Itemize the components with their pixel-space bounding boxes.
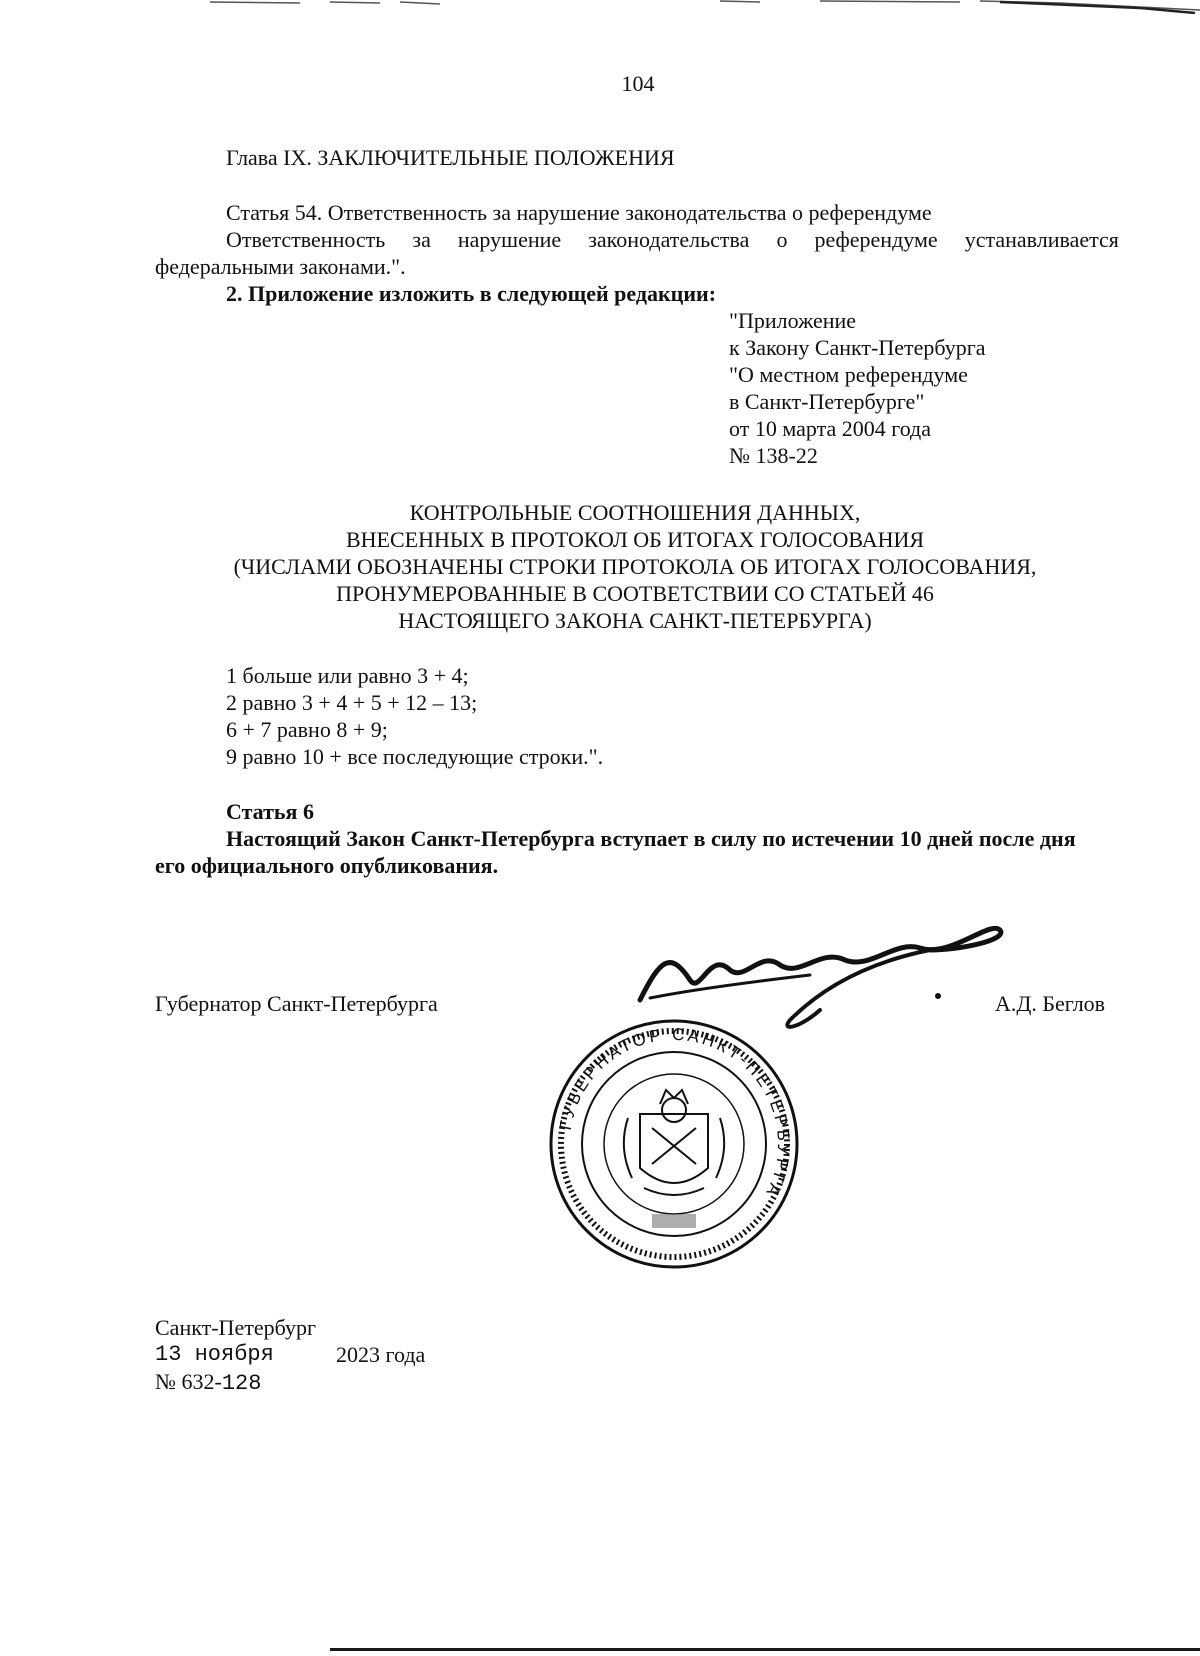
appendix-header-line: № 138-22 — [729, 443, 818, 468]
word: референдуме — [814, 227, 938, 252]
word: за — [412, 227, 431, 252]
word: нарушение — [457, 227, 562, 252]
appendix-header-line: от 10 марта 2004 года — [729, 416, 932, 441]
article-6-title: Статья 6 — [226, 799, 314, 824]
appendix-header-line: к Закону Санкт-Петербурга — [729, 335, 986, 360]
svg-text:ГУБЕРНАТОР САНКТ-ПЕТЕРБУРГА: ГУБЕРНАТОР САНКТ-ПЕТЕРБУРГА — [555, 1024, 794, 1202]
footer-city: Санкт-Петербург — [155, 1315, 316, 1340]
signatory-position: Губернатор Санкт-Петербурга — [155, 991, 438, 1016]
title-line: (ЧИСЛАМИ ОБОЗНАЧЕНЫ СТРОКИ ПРОТОКОЛА ОБ ИТОГАХ ГОЛОСОВАНИЯ, — [233, 554, 1037, 579]
footer-number — [155, 1368, 261, 1397]
control-relations-title — [150, 499, 1120, 634]
word: Ответственность — [226, 227, 386, 252]
relation-line: 6 + 7 равно 8 + 9; — [226, 717, 388, 742]
appendix-header-line: в Санкт-Петербурге" — [729, 389, 925, 414]
word: законодательства — [588, 227, 750, 252]
article-6-body-line-1: Настоящий Закон Санкт-Петербурга вступает в силу по истечении 10 дней после дня — [226, 826, 1076, 851]
word: устанавливается — [964, 227, 1119, 252]
scan-edge-noise — [0, 0, 1200, 14]
title-line: КОНТРОЛЬНЫЕ СООТНОШЕНИЯ ДАННЫХ, — [409, 500, 861, 525]
page-number: 104 — [621, 71, 655, 96]
signatory-name: А.Д. Беглов — [995, 991, 1106, 1016]
item-2-text: 2. Приложение изложить в следующей редакции: — [226, 281, 717, 306]
word: о — [776, 227, 788, 252]
article-54-title: Статья 54. Ответственность за нарушение законодательства о референдуме — [226, 200, 932, 225]
relation-line: 2 равно 3 + 4 + 5 + 12 – 13; — [226, 690, 478, 715]
relation-line: 9 равно 10 + все последующие строки.". — [226, 744, 604, 769]
article-6-body-line-2: его официального опубликования. — [155, 853, 499, 878]
handwritten-signature-icon — [630, 920, 1010, 1040]
relation-line: 1 больше или равно 3 + 4; — [226, 663, 469, 688]
footer-date-day-month: 13 ноября — [155, 1342, 274, 1367]
appendix-header-line: "Приложение — [729, 308, 857, 333]
footer-number-prefix: № 632- — [155, 1369, 222, 1394]
article-54-body-line-2: федеральными законами.". — [155, 254, 406, 279]
appendix-header-line: "О местном референдуме — [729, 362, 968, 387]
footer-date-year: 2023 года — [336, 1342, 426, 1367]
article-54-body-line-1 — [226, 226, 1119, 253]
title-line: ПРОНУМЕРОВАННЫЕ В СООТВЕТСТВИИ СО СТАТЬЕЙ 46 — [336, 581, 934, 606]
title-line: НАСТОЯЩЕГО ЗАКОНА САНКТ-ПЕТЕРБУРГА) — [398, 608, 872, 633]
chapter-title: Глава IX. ЗАКЛЮЧИТЕЛЬНЫЕ ПОЛОЖЕНИЯ — [226, 145, 675, 170]
official-seal-icon — [548, 1018, 800, 1270]
title-line: ВНЕСЕННЫХ В ПРОТОКОЛ ОБ ИТОГАХ ГОЛОСОВАНИЯ — [345, 527, 925, 552]
scan-bottom-edge — [330, 1648, 1200, 1651]
footer-number-suffix: 128 — [221, 1371, 262, 1396]
